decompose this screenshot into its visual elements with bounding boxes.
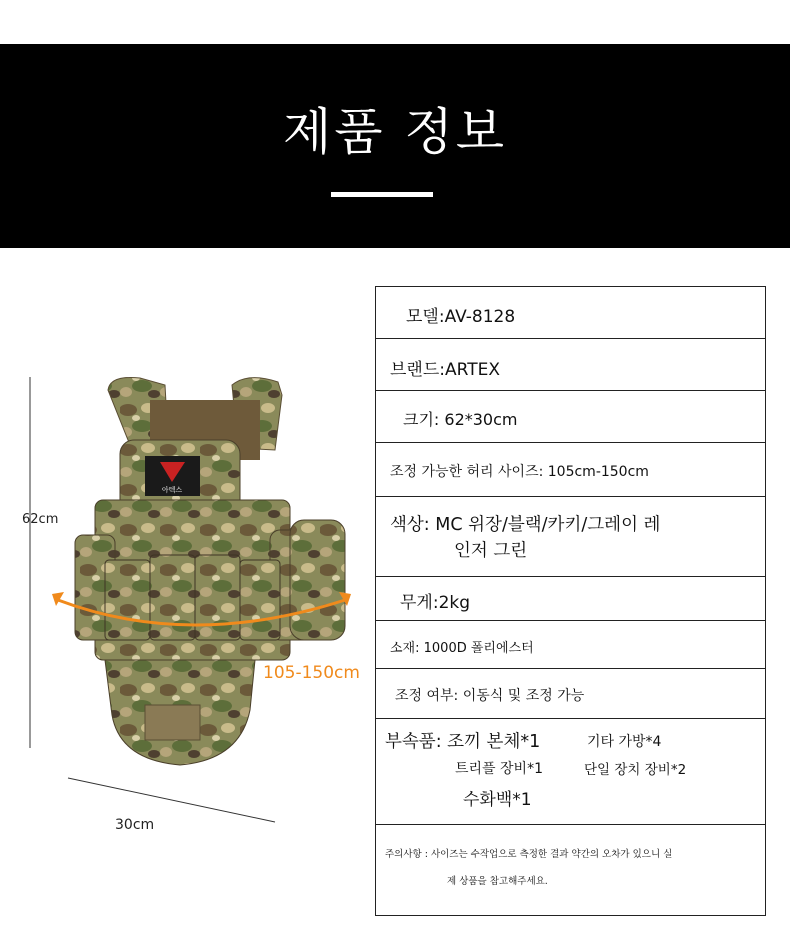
spec-note	[376, 825, 765, 915]
spec-row-material	[376, 621, 765, 669]
width-dimension-line	[68, 778, 275, 822]
spec-material: 소재: 1000D 폴리에스터	[390, 641, 534, 656]
spec-row-size	[376, 391, 765, 443]
width-label: 30cm	[115, 817, 155, 833]
spec-waist: 조정 가능한 허리 사이즈: 105cm-150cm	[390, 464, 649, 480]
svg-text:아텍스: 아텍스	[161, 486, 183, 494]
spec-adjust: 조정 여부: 이동식 및 조정 가능	[395, 688, 585, 704]
spec-note-line1: 주의사항 : 사이즈는 수작업으로 측정한 결과 약간의 오차가 있으니 실	[385, 849, 673, 860]
spec-acc-line2b: 단일 장치 장비*2	[584, 762, 687, 778]
waist-label: 105-150cm	[263, 663, 360, 683]
page-title: 제품 정보	[282, 103, 508, 161]
spec-row-color	[376, 497, 765, 577]
spec-row-accessories	[376, 719, 765, 825]
spec-size: 크기: 62*30cm	[403, 410, 518, 429]
spec-row-model	[376, 287, 765, 339]
height-label: 62cm	[22, 512, 59, 527]
spec-table	[375, 286, 766, 916]
spec-acc-line3: 수화백*1	[463, 790, 532, 810]
spec-model: 모델:AV-8128	[406, 307, 516, 327]
spec-acc-line2: 트리플 장비*1	[455, 761, 543, 777]
spec-note-line2: 제 상품을 참고해주세요.	[447, 876, 548, 887]
spec-brand: 브랜드:ARTEX	[390, 360, 500, 380]
spec-row-weight	[376, 577, 765, 621]
spec-acc-line1b: 기타 가방*4	[587, 734, 662, 750]
spec-color-line1: 색상: MC 위장/블랙/카키/그레이 레	[390, 515, 661, 535]
spec-acc-line1: 부속품: 조끼 본체*1	[385, 732, 541, 752]
spec-row-adjust	[376, 669, 765, 719]
spec-row-waist	[376, 443, 765, 497]
spec-row-brand	[376, 339, 765, 391]
spec-color-line2: 인저 그린	[454, 541, 528, 561]
spec-weight: 무게:2kg	[400, 593, 471, 613]
